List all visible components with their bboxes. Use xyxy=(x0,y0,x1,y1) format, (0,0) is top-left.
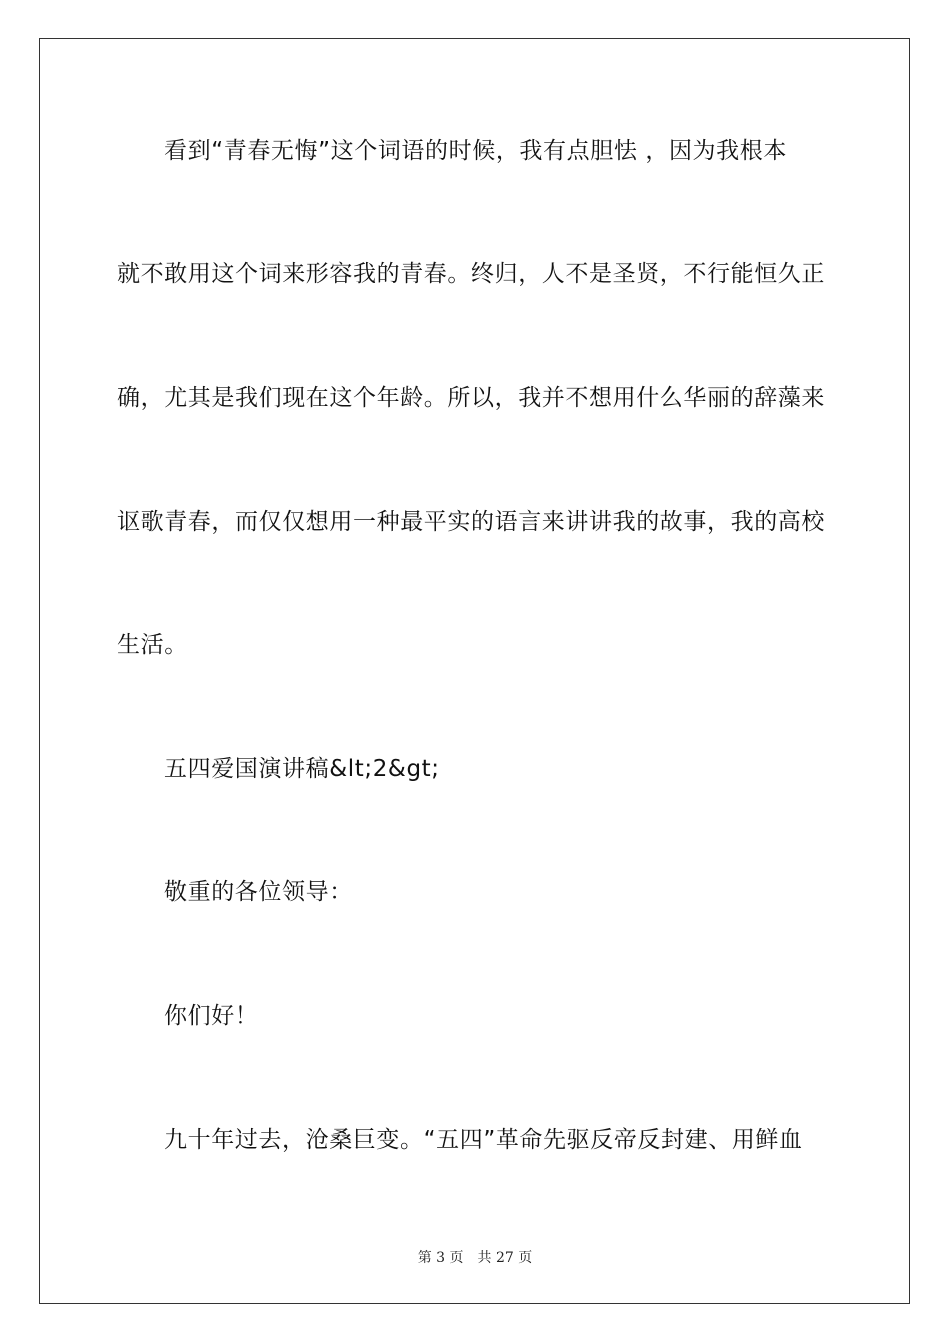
paragraph-line: 确，尤其是我们现在这个年龄。所以，我并不想用什么华丽的辞藻来 xyxy=(117,385,825,411)
section-heading: 五四爱国演讲稿&lt;2&gt; xyxy=(164,756,440,782)
salutation: 敬重的各位领导： xyxy=(164,879,353,905)
page-total: 共 27 页 xyxy=(477,1250,533,1266)
page-number: 第 3 页 xyxy=(417,1250,464,1266)
page-border xyxy=(39,38,910,1304)
paragraph-line: 讴歌青春，而仅仅想用一种最平实的语言来讲讲我的故事，我的高校 xyxy=(117,509,825,535)
paragraph-line: 看到“青春无悔”这个词语的时候，我有点胆怯 ，因为我根本 xyxy=(164,138,787,164)
paragraph-line: 就不敢用这个词来形容我的青春。终归，人不是圣贤，不行能恒久正 xyxy=(117,261,825,287)
paragraph-line: 九十年过去，沧桑巨变。“五四”革命先驱反帝反封建、用鲜血 xyxy=(164,1127,803,1153)
paragraph-line: 生活。 xyxy=(117,632,188,658)
page-footer xyxy=(0,1247,950,1267)
greeting: 你们好！ xyxy=(164,1003,259,1029)
